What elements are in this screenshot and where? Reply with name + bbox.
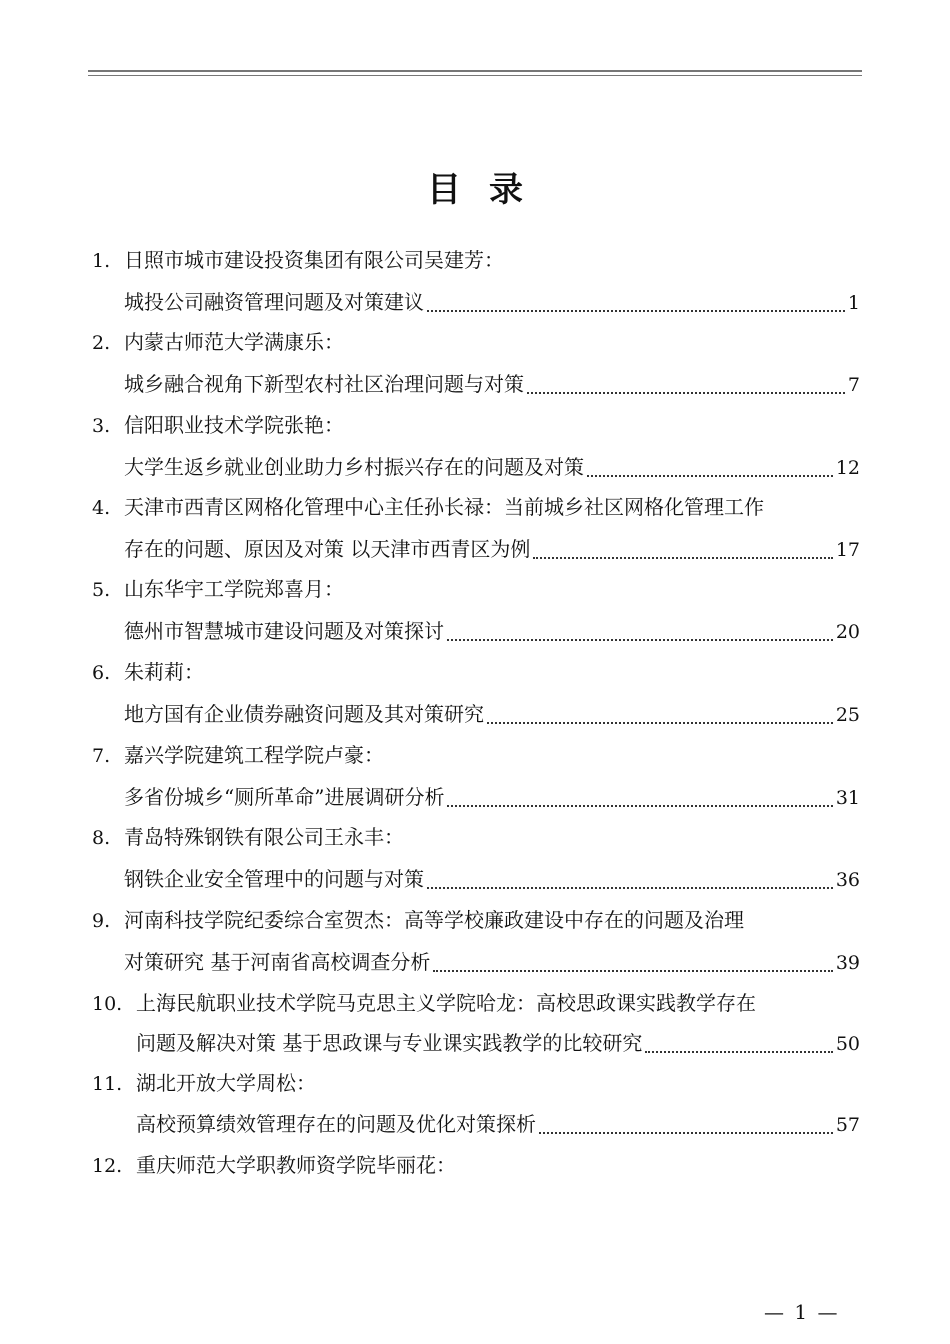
toc-entry-number: 8. [92, 827, 111, 849]
dot-leader [427, 310, 845, 312]
toc-entry-title: 存在的问题、原因及对策 以天津市西青区为例 [124, 537, 531, 561]
toc-entry-heading: 信阳职业技术学院张艳： [124, 413, 344, 437]
toc-entry-page: 20 [835, 621, 860, 643]
toc-entry-link[interactable] [124, 700, 860, 729]
toc-entry-number: 2. [92, 332, 111, 354]
toc-entry-title: 高校预算绩效管理存在的问题及优化对策探析 [136, 1112, 536, 1136]
dot-leader [487, 722, 833, 724]
dot-leader [427, 887, 833, 889]
dot-leader [539, 1132, 833, 1134]
toc-entry-number: 4. [92, 497, 111, 519]
toc-entry-page: 31 [835, 787, 860, 809]
toc-entry-link[interactable] [124, 617, 860, 646]
toc-entry-title: 钢铁企业安全管理中的问题与对策 [124, 867, 424, 891]
toc-entry-heading: 嘉兴学院建筑工程学院卢豪： [124, 743, 384, 767]
toc-entry-heading: 上海民航职业技术学院马克思主义学院哈龙：高校思政课实践教学存在 [136, 991, 756, 1015]
toc-entry-link[interactable] [124, 288, 860, 317]
toc-entry-link[interactable] [124, 453, 860, 482]
toc-entry-number: 11. [92, 1073, 123, 1095]
toc-entry-heading: 重庆师范大学职教师资学院毕丽花： [136, 1153, 456, 1177]
toc-entry-title: 城投公司融资管理问题及对策建议 [124, 290, 424, 314]
toc-entry-link[interactable] [124, 948, 860, 977]
toc-entry-title: 对策研究 基于河南省高校调查分析 [124, 950, 431, 974]
toc-entry-link[interactable] [136, 1110, 860, 1139]
toc-entry-page: 17 [835, 539, 860, 561]
toc-entry-title: 多省份城乡“厕所革命”进展调研分析 [124, 785, 445, 809]
dot-leader [447, 639, 833, 641]
dot-leader [433, 970, 832, 972]
toc-entry-heading: 内蒙古师范大学满康乐： [124, 330, 344, 354]
toc-entry-number: 12. [92, 1155, 123, 1177]
toc-entry-heading: 天津市西青区网格化管理中心主任孙长禄：当前城乡社区网格化管理工作 [124, 495, 764, 519]
toc-entry-link[interactable] [124, 783, 860, 812]
toc-entry-page: 50 [835, 1033, 860, 1055]
toc-entry-number: 9. [92, 910, 111, 932]
toc-entry-number: 3. [92, 415, 111, 437]
dot-leader [533, 557, 832, 559]
toc-entry-title: 城乡融合视角下新型农村社区治理问题与对策 [124, 372, 524, 396]
page-number: — 1 — [764, 1300, 840, 1324]
toc-entry-number: 7. [92, 745, 111, 767]
toc-entry-title: 大学生返乡就业创业助力乡村振兴存在的问题及对策 [124, 455, 584, 479]
toc-entry-page: 57 [835, 1114, 860, 1136]
toc-entry-page: 39 [835, 952, 860, 974]
toc-entry-heading: 青岛特殊钢铁有限公司王永丰： [124, 825, 404, 849]
toc-entry-heading: 山东华宇工学院郑喜月： [124, 577, 344, 601]
toc-entry-link[interactable] [124, 865, 860, 894]
toc-entry-number: 5. [92, 579, 111, 601]
toc-entry-heading: 日照市城市建设投资集团有限公司吴建芳： [124, 248, 504, 272]
toc-entry-number: 1. [92, 250, 111, 272]
dot-leader [447, 805, 832, 807]
toc-entry-title: 问题及解决对策 基于思政课与专业课实践教学的比较研究 [136, 1031, 643, 1055]
toc-entry-page: 12 [835, 457, 860, 479]
toc-entry-link[interactable] [124, 370, 860, 399]
toc-entry-link[interactable] [136, 1029, 860, 1058]
dot-leader [587, 475, 833, 477]
dot-leader [645, 1051, 832, 1053]
toc-entry-page: 7 [847, 374, 860, 396]
toc-entry-title: 德州市智慧城市建设问题及对策探讨 [124, 619, 444, 643]
toc-entry-heading: 河南科技学院纪委综合室贺杰：高等学校廉政建设中存在的问题及治理 [124, 908, 744, 932]
toc-entry-number: 6. [92, 662, 111, 684]
toc-entry-page: 25 [835, 704, 860, 726]
toc-entry-link[interactable] [124, 535, 860, 564]
toc-entry-number: 10. [92, 993, 123, 1015]
toc-entry-heading: 湖北开放大学周松： [136, 1071, 316, 1095]
toc-entry-page: 1 [847, 292, 860, 314]
page-title: 目录 [427, 170, 551, 210]
toc-entry-page: 36 [835, 869, 860, 891]
toc-entry-heading: 朱莉莉： [124, 660, 204, 684]
dot-leader [527, 392, 845, 394]
toc-entry-title: 地方国有企业债券融资问题及其对策研究 [124, 702, 484, 726]
